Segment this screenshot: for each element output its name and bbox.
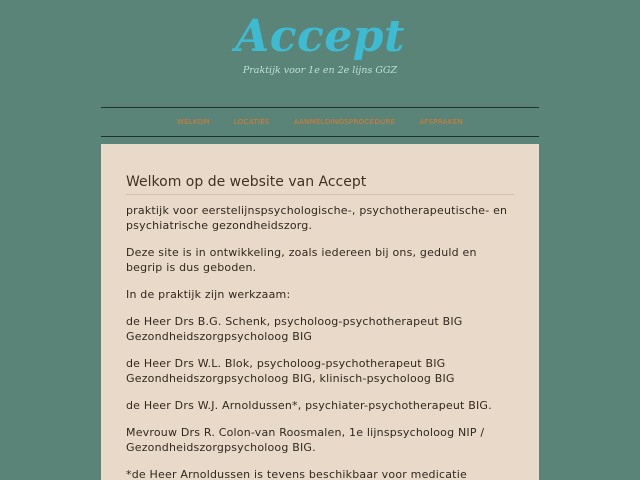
staff-schenk: de Heer Drs B.G. Schenk, psycholoog-psychotherapeut BIG Gezondheidszorgpsycholoog BIG bbox=[126, 315, 463, 343]
development-notice: Deze site is in ontwikkeling, zoals iedereen bij ons, geduld en begrip is dus geboden. bbox=[126, 246, 477, 274]
page-heading: Welkom op de website van Accept bbox=[126, 174, 514, 195]
nav-item-locaties[interactable]: LOCATIES bbox=[233, 118, 270, 126]
nav-bottom-divider bbox=[101, 136, 539, 137]
article bbox=[126, 174, 514, 480]
content-panel bbox=[101, 144, 539, 480]
intro-paragraph: praktijk voor eerstelijnspsychologische-, psychotherapeutische- en psychiatrische gezondheidszorg. bbox=[126, 204, 508, 232]
staff-blok: de Heer Drs W.L. Blok, psycholoog-psychotherapeut BIG Gezondheidszorgpsycholoog BIG, klinisch-psycholoog BIG bbox=[126, 357, 455, 385]
site-title[interactable]: Accept bbox=[235, 11, 405, 62]
nav-item-welkom[interactable]: WELKOM bbox=[176, 118, 210, 126]
site-tagline: Praktijk voor 1e en 2e lijns GGZ bbox=[242, 65, 398, 76]
staff-arnoldussen: de Heer Drs W.J. Arnoldussen*, psychiater-psychotherapeut BIG. bbox=[126, 399, 492, 412]
staff-intro: In de praktijk zijn werkzaam: bbox=[126, 288, 291, 301]
nav-item-aanmeldingsprocedure[interactable]: AANMELDINGSPROCEDURE bbox=[293, 118, 396, 126]
article-body bbox=[126, 203, 514, 480]
main-navigation bbox=[101, 108, 539, 136]
nav-item-afspraken[interactable]: AFSPRAKEN bbox=[419, 118, 464, 126]
staff-colon-van-roosmalen: Mevrouw Drs R. Colon-van Roosmalen, 1e lijnspsycholoog NIP / Gezondheidszorgpsycholoog BIG. bbox=[126, 426, 485, 454]
footnote-arnoldussen: *de Heer Arnoldussen is tevens beschikbaar voor medicatie bbox=[126, 468, 467, 480]
